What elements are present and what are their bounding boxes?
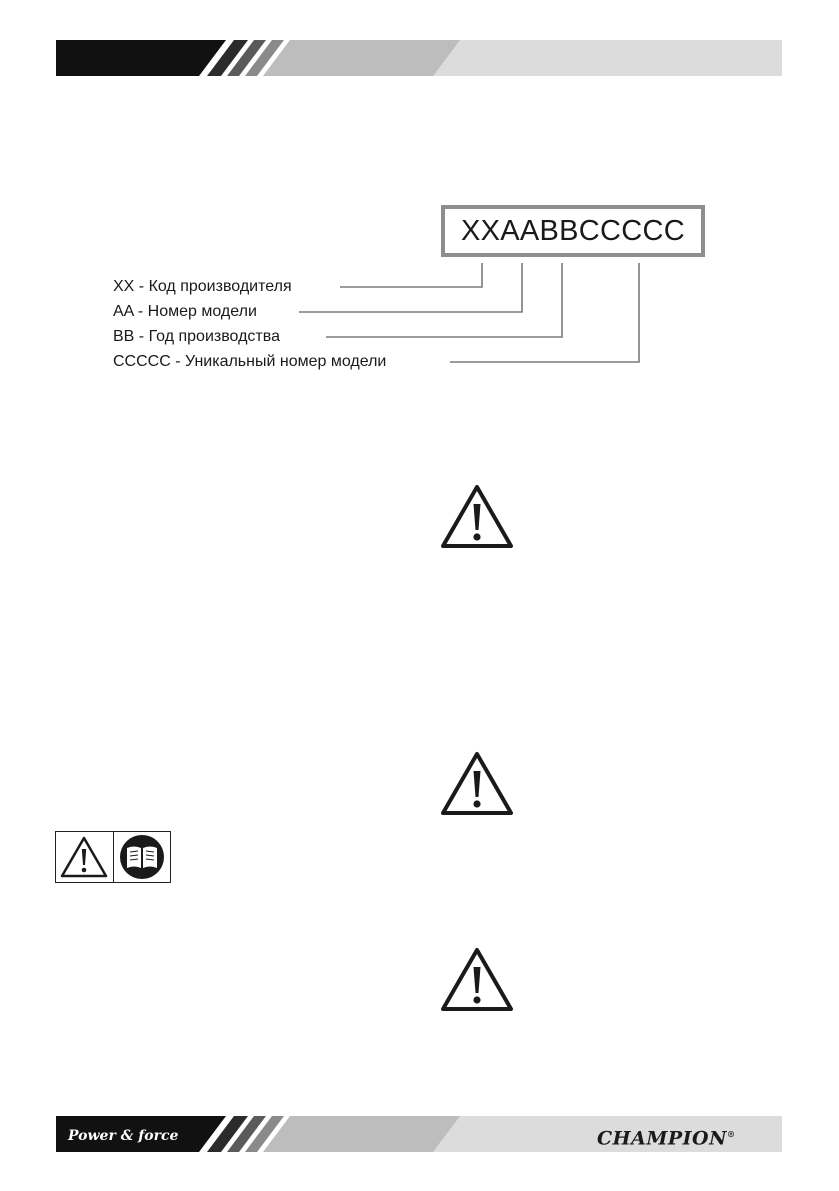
legend-manufacturer-code: XX - Код производителя	[113, 277, 296, 297]
legend-unique-number: CCCCC - Уникальный номер модели	[113, 352, 390, 372]
brand-logo	[597, 1116, 735, 1152]
warning-triangle-icon	[438, 945, 516, 1015]
legend-production-year: BB - Год производства	[113, 327, 284, 347]
read-manual-book-icon	[113, 832, 170, 882]
legend-model-number: AA - Номер модели	[113, 302, 261, 322]
footer-slogan: Power & force	[68, 1128, 179, 1144]
warning-triangle-icon	[438, 482, 516, 552]
registered-mark: ®	[726, 1129, 736, 1139]
brand-name: CHAMPION	[597, 1127, 727, 1150]
safety-icon-pair	[55, 831, 171, 883]
warning-triangle-icon	[438, 749, 516, 819]
warning-triangle-icon	[56, 832, 113, 882]
serial-code: XXAABBCCCCC	[460, 214, 686, 247]
